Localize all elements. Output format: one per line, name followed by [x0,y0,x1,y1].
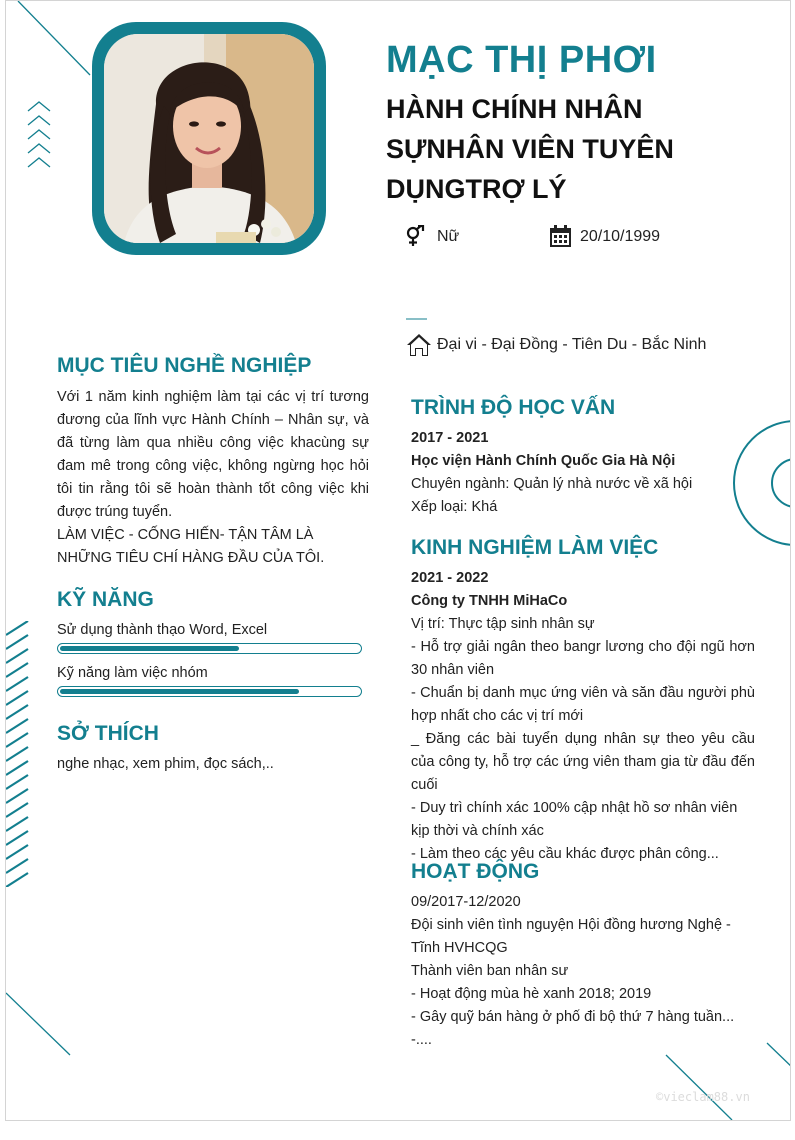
education-grade: Xếp loại: Khá [411,499,498,515]
career-objective-text [57,386,369,570]
education-school: Học viện Hành Chính Quốc Gia Hà Nội [411,453,676,469]
activities-organization: Đội sinh viên tình nguyện Hội đồng hương Nghệ - Tĩnh HVHCQG [411,917,731,956]
skills-title: KỸ NĂNG [57,588,154,611]
hobbies-text: nghe nhạc, xem phim, đọc sách,.. [57,756,274,772]
skill-bar-fill [60,646,239,651]
experience-duty: _ Đăng các bài tuyển dụng nhân sự theo yêu cầu của công ty, hỗ trợ các ứng viên tham gia từ đầu đến cuối [411,731,755,793]
avatar [104,34,314,243]
experience-title: KINH NGHIỆM LÀM VIỆC [411,536,659,559]
home-icon [406,333,432,357]
calendar-icon [549,225,572,248]
skill-label: Sử dụng thành thạo Word, Excel [57,622,268,638]
skill-bar [57,686,362,697]
activities-role: Thành viên ban nhân sư [411,963,569,979]
experience-block [411,567,755,866]
job-title: HÀNH CHÍNH NHÂN SỰNHÂN VIÊN TUYÊN DỤNGTRỢ LÝ [386,94,674,204]
activities-item: -.... [411,1032,432,1048]
address-value: Đại vi - Đại Đồng - Tiên Du - Bắc Ninh [437,336,707,353]
activities-title: HOẠT ĐỘNG [411,860,540,883]
activities-period: 09/2017-12/2020 [411,894,521,910]
hobbies-title: SỞ THÍCH [57,722,159,745]
education-block [411,427,756,519]
watermark: ©vieclam88.vn [656,1090,750,1104]
experience-duty: - Làm theo các yêu cầu khác được phân công... [411,846,719,862]
career-objective-title: MỤC TIÊU NGHỀ NGHIỆP [57,354,312,377]
skill-bar-fill [60,689,299,694]
gender-value: Nữ [437,228,460,245]
education-title: TRÌNH ĐỘ HỌC VẤN [411,396,616,419]
stripes-decoration [6,621,30,887]
candidate-name: MẠC THỊ PHƠI [386,39,657,81]
experience-duty: - Hỗ trợ giải ngân theo bangr lương cho đội ngũ hơn 30 nhân viên [411,639,755,678]
skill-label: Kỹ năng làm việc nhóm [57,665,208,681]
activities-item: - Hoạt động mùa hè xanh 2018; 2019 [411,986,652,1002]
education-major: Chuyên ngành: Quản lý nhà nước về xã hội [411,476,693,492]
career-objective-paragraph: Với 1 năm kinh nghiệm làm tại các vị trí tương đương của lĩnh vực Hành Chính – Nhân sự, và đã từng làm qua nhiều công việc khacùng sự đam mê trong công việc, không ngừng học hỏi tôi tin rằng tôi sẽ hoàn thành tốt công việc khi được trúng tuyển. [57,389,369,520]
career-objective-motto: LÀM VIỆC - CỐNG HIẾN- TẬN TÂM LÀ NHỮNG TIÊU CHÍ HÀNG ĐẦU CỦA TÔI. [57,527,325,566]
cv-page [5,0,791,1121]
experience-position: Vị trí: Thực tập sinh nhân sự [411,616,595,632]
activities-block [411,891,757,1052]
chevrons-decoration [26,99,56,173]
experience-company: Công ty TNHH MiHaCo [411,593,568,609]
skill-bar [57,643,362,654]
avatar-frame [92,22,326,255]
gender-icon [404,225,426,247]
experience-duty: - Chuẩn bị danh mục ứng viên và săn đầu người phù hợp nhất cho các vị trí mới [411,685,755,724]
education-period: 2017 - 2021 [411,430,489,446]
activities-item: - Gây quỹ bán hàng ở phố đi bộ thứ 7 hàng tuần... [411,1009,735,1025]
avatar-photo [104,34,314,243]
experience-period: 2021 - 2022 [411,570,489,586]
birthday-value: 20/10/1999 [580,228,661,245]
experience-duty: - Duy trì chính xác 100% cập nhật hồ sơ nhân viên kịp thời và chính xác [411,800,738,839]
